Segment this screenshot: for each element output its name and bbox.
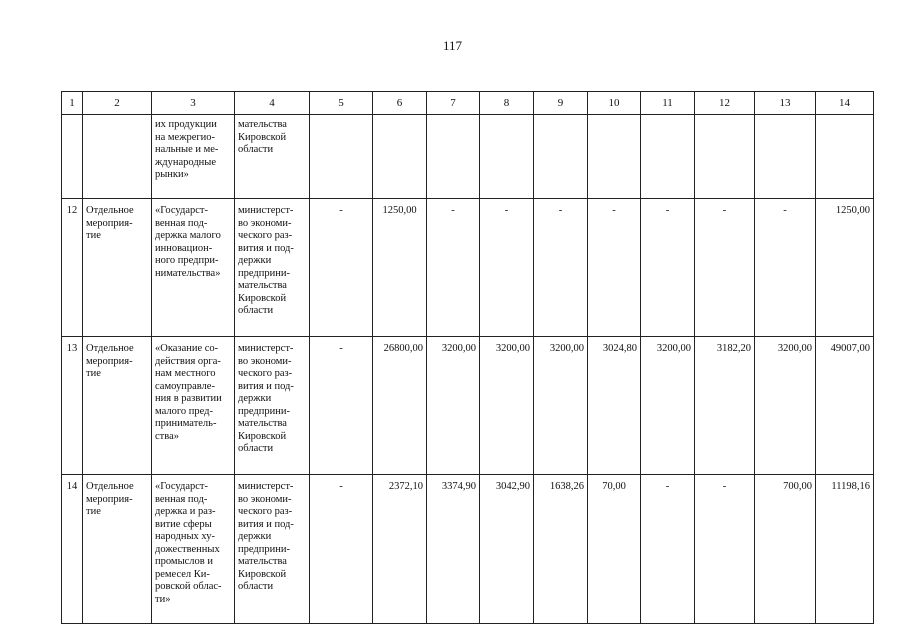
value-cell-10: 70,00 (588, 475, 641, 624)
header-col-12: 12 (695, 92, 755, 115)
table-row (62, 475, 874, 624)
value-cell-13: - (755, 199, 816, 337)
table-cell (427, 115, 480, 199)
header-row (62, 92, 874, 115)
executor-cell: министерст- во экономи- ческого раз- вития и под- держки предприни- мательства Кировской области (235, 337, 310, 475)
executor-cell: мательства Кировской области (235, 115, 310, 199)
activity-name-cell: «Государст- венная под- держка и раз- витие сферы народных ху- дожественных промыслов и ремесел Ки- ровской облас- ти» (152, 475, 235, 624)
value-cell-5: - (310, 337, 373, 475)
header-col-1: 1 (62, 92, 83, 115)
row-number-cell: 12 (62, 199, 83, 337)
value-cell-9: - (534, 199, 588, 337)
value-cell-5: - (310, 475, 373, 624)
table-cell (755, 115, 816, 199)
value-cell-12: 3182,20 (695, 337, 755, 475)
value-cell-9: 3200,00 (534, 337, 588, 475)
value-cell-10: 3024,80 (588, 337, 641, 475)
value-cell-9: 1638,26 (534, 475, 588, 624)
activity-type-cell: Отдельное мероприя- тие (83, 199, 152, 337)
value-cell-7: 3200,00 (427, 337, 480, 475)
value-cell-6: 1250,00 (373, 199, 427, 337)
page-number: 117 (442, 38, 463, 53)
table-cell (588, 115, 641, 199)
table-row (62, 199, 874, 337)
header-col-8: 8 (480, 92, 534, 115)
value-cell-11: 3200,00 (641, 337, 695, 475)
value-cell-11: - (641, 475, 695, 624)
executor-cell: министерст- во экономи- ческого раз- вития и под- держки предприни- мательства Кировской области (235, 199, 310, 337)
header-col-2: 2 (83, 92, 152, 115)
activity-type-cell: Отдельное мероприя- тие (83, 337, 152, 475)
value-cell-12: - (695, 475, 755, 624)
activity-type-cell: Отдельное мероприя- тие (83, 475, 152, 624)
row-number-cell: 14 (62, 475, 83, 624)
executor-cell: министерст- во экономи- ческого раз- вития и под- держки предприни- мательства Кировской области (235, 475, 310, 624)
header-col-7: 7 (427, 92, 480, 115)
value-cell-8: 3042,90 (480, 475, 534, 624)
header-col-11: 11 (641, 92, 695, 115)
continuation-row (62, 115, 874, 199)
table-cell (641, 115, 695, 199)
row-number-cell: 13 (62, 337, 83, 475)
total-cell: 11198,16 (816, 475, 874, 624)
value-cell-10: - (588, 199, 641, 337)
value-cell-11: - (641, 199, 695, 337)
value-cell-8: 3200,00 (480, 337, 534, 475)
header-col-9: 9 (534, 92, 588, 115)
header-col-4: 4 (235, 92, 310, 115)
table-cell (534, 115, 588, 199)
value-cell-13: 3200,00 (755, 337, 816, 475)
value-cell-7: 3374,90 (427, 475, 480, 624)
table-cell (816, 115, 874, 199)
header-col-6: 6 (373, 92, 427, 115)
header-col-5: 5 (310, 92, 373, 115)
activity-name-cell: «Оказание со- действия орга- нам местного самоуправле- ния в развитии малого пред- приниматель- ства» (152, 337, 235, 475)
header-col-14: 14 (816, 92, 874, 115)
value-cell-6: 26800,00 (373, 337, 427, 475)
value-cell-5: - (310, 199, 373, 337)
table-cell (480, 115, 534, 199)
table-row (62, 337, 874, 475)
activity-name-cell: их продукции на межрегио- нальные и ме- ждународные рынки» (152, 115, 235, 199)
header-col-10: 10 (588, 92, 641, 115)
table-cell (83, 115, 152, 199)
value-cell-7: - (427, 199, 480, 337)
value-cell-6: 2372,10 (373, 475, 427, 624)
table-cell (62, 115, 83, 199)
total-cell: 1250,00 (816, 199, 874, 337)
activity-name-cell: «Государст- венная под- держка малого инновацион- ного предпри- нимательства» (152, 199, 235, 337)
table-cell (695, 115, 755, 199)
value-cell-8: - (480, 199, 534, 337)
table-cell (373, 115, 427, 199)
header-col-3: 3 (152, 92, 235, 115)
value-cell-12: - (695, 199, 755, 337)
table-cell (310, 115, 373, 199)
value-cell-13: 700,00 (755, 475, 816, 624)
total-cell: 49007,00 (816, 337, 874, 475)
header-col-13: 13 (755, 92, 816, 115)
program-table (61, 91, 874, 624)
